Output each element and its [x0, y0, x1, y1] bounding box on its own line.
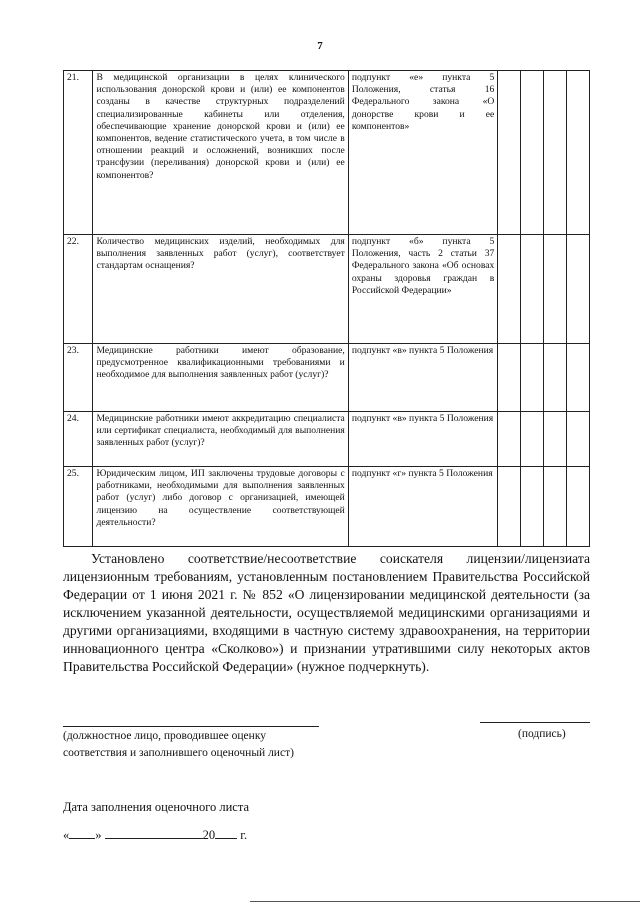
- scan-edge-line: [250, 901, 640, 902]
- mark-cell-yes: [498, 344, 521, 412]
- row-number: 23.: [64, 344, 93, 412]
- conclusion-paragraph: Установлено соответствие/несоответствие соискателя лицензии/лицензиата лицензионным требованиям, установленным постановлением Правительства Российской Федерации от 1 июня 2021 г. № 852 «О лицензировании медицинской деятельности (за исключением указанной деятельности, осуществляемой медицинскими организациями и другими организациями, входящими в частную систему здравоохранения, на территории инновационного центра «Сколково») и признании утратившими силу некоторых актов Правительства Российской Федерации» (нужное подчеркнуть).: [63, 551, 590, 674]
- table-row: [64, 412, 590, 467]
- signature-caption: (подпись): [518, 728, 566, 740]
- legal-reference: подпункт «в» пункта 5 Положения: [348, 412, 498, 467]
- requirement-text: Количество медицинских изделий, необходимых для выполнения заявленных работ (услуг), соответствует стандартам оснащения?: [93, 235, 348, 344]
- mark-cell-no: [521, 235, 544, 344]
- legal-reference: подпункт «б» пункта 5 Положения, часть 2 статьи 37 Федерального закона «Об основах охраны здоровья граждан в Российской Федерации»: [348, 235, 498, 344]
- century: 20: [202, 828, 216, 842]
- row-number: 24.: [64, 412, 93, 467]
- official-signature-line: [63, 726, 319, 727]
- year-blank: [215, 826, 237, 839]
- table-row: [64, 235, 590, 344]
- close-quote: »: [95, 828, 102, 842]
- mark-cell-na: [544, 412, 567, 467]
- row-number: 22.: [64, 235, 93, 344]
- mark-cell-yes: [498, 235, 521, 344]
- table-row: [64, 71, 590, 235]
- mark-cell-no: [521, 467, 544, 547]
- mark-cell-na: [544, 71, 567, 235]
- mark-cell-note: [567, 467, 590, 547]
- legal-reference: подпункт «е» пункта 5 Положения, статья 16 Федерального закона «О донорстве крови и ее компонентов»: [348, 71, 498, 235]
- mark-cell-note: [567, 412, 590, 467]
- mark-cell-yes: [498, 412, 521, 467]
- day-blank: [69, 826, 95, 839]
- open-quote: «: [63, 828, 70, 842]
- requirement-text: В медицинской организации в целях клинического использования донорской крови и (или) ее компонентов созданы в качестве структурных подразделений специализированные кабинеты или отделения, обеспечивающие хранение донорской крови и (или) ее компонентов, ведение статистического учета, в том числе в отношении реакций и осложнений, возникших после трансфузии (переливания) донорской крови и (или) ее компонентов?: [93, 71, 348, 235]
- legal-reference: подпункт «г» пункта 5 Положения: [348, 467, 498, 547]
- mark-cell-note: [567, 235, 590, 344]
- row-number: 21.: [64, 71, 93, 235]
- requirement-text: Юридическим лицом, ИП заключены трудовые договоры с работниками, необходимыми для выполнения заявленных работ (услуг) либо договор с организацией, имеющей лицензию на осуществление соответствующей деятельности?: [93, 467, 348, 547]
- page-number: 7: [317, 40, 323, 52]
- mark-cell-no: [521, 412, 544, 467]
- date-fill-line: [63, 826, 247, 843]
- official-caption: (должностное лицо, проводившее оценку соответствия и заполнившего оценочный лист): [63, 730, 294, 759]
- table-row: [64, 467, 590, 547]
- row-number: 25.: [64, 467, 93, 547]
- mark-cell-na: [544, 467, 567, 547]
- month-blank: [105, 826, 203, 839]
- requirement-text: Медицинские работники имеют образование, предусмотренное квалификационными требованиями и необходимое для выполнения заявленных работ (услуг)?: [93, 344, 348, 412]
- mark-cell-note: [567, 71, 590, 235]
- mark-cell-no: [521, 71, 544, 235]
- mark-cell-na: [544, 235, 567, 344]
- mark-cell-note: [567, 344, 590, 412]
- table-row: [64, 344, 590, 412]
- requirement-text: Медицинские работники имеют аккредитацию специалиста или сертификат специалиста, необходимый для выполнения заявленных работ (услуг)?: [93, 412, 348, 467]
- date-label: Дата заполнения оценочного листа: [63, 800, 250, 814]
- year-suffix: г.: [240, 828, 248, 842]
- mark-cell-yes: [498, 71, 521, 235]
- mark-cell-no: [521, 344, 544, 412]
- legal-reference: подпункт «в» пункта 5 Положения: [348, 344, 498, 412]
- signature-line: [480, 722, 590, 723]
- mark-cell-na: [544, 344, 567, 412]
- checklist-table: [63, 70, 590, 547]
- mark-cell-yes: [498, 467, 521, 547]
